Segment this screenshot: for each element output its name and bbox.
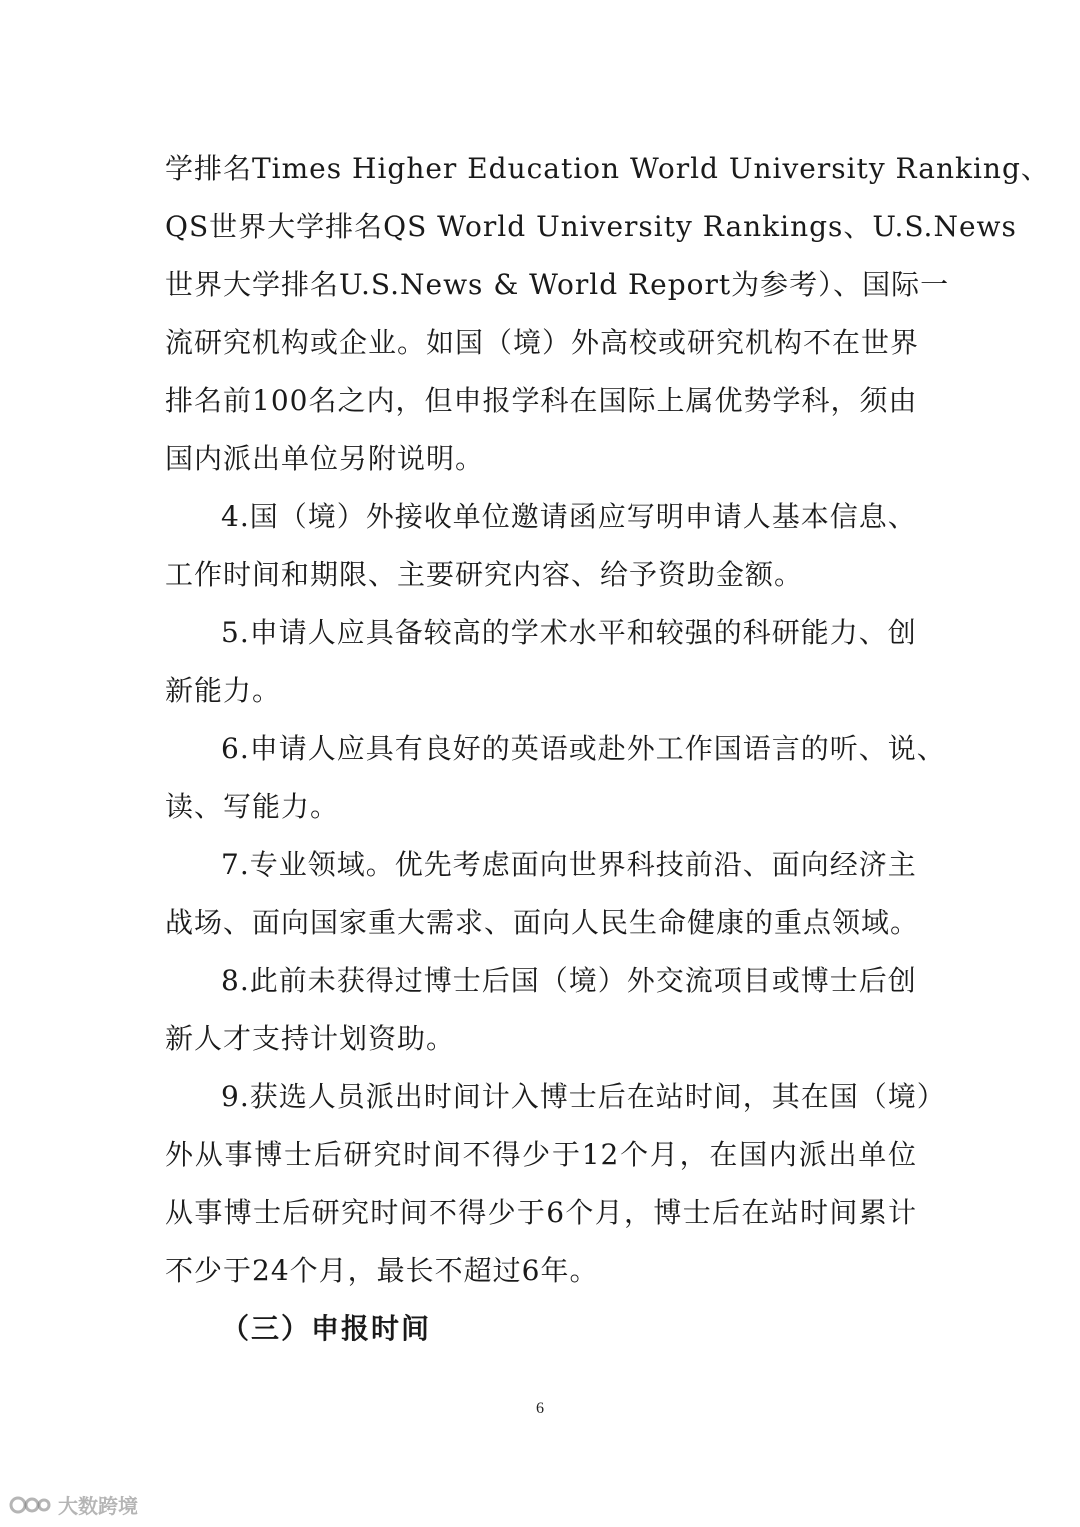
text-line: 排名前100名之内，但申报学科在国际上属优势学科，须由 — [165, 384, 918, 417]
text-line: 不少于24个月，最长不超过6年。 — [165, 1254, 599, 1287]
text-line: 战场、面向国家重大需求、面向人民生命健康的重点领域。 — [165, 906, 920, 939]
text-line: QS世界大学排名QS World University Rankings、U.S.News — [165, 210, 1017, 243]
text-line: 国内派出单位另附说明。 — [165, 442, 485, 475]
paragraph-item-5: 5.申请人应具备较高的学术水平和较强的科研能力、创 — [221, 616, 917, 649]
text-line: 外从事博士后研究时间不得少于12个月，在国内派出单位 — [165, 1138, 917, 1171]
section-heading: （三）申报时间 — [221, 1312, 432, 1345]
paragraph-item-8: 8.此前未获得过博士后国（境）外交流项目或博士后创 — [221, 964, 917, 997]
brand-logo-icon — [8, 1494, 52, 1516]
paragraph-item-7: 7.专业领域。优先考虑面向世界科技前沿、面向经济主 — [221, 848, 917, 881]
paragraph-item-6: 6.申请人应具有良好的英语或赴外工作国语言的听、说、 — [221, 732, 946, 765]
text-line: 读、写能力。 — [165, 790, 340, 823]
text-line: 世界大学排名U.S.News & World Report为参考）、国际一 — [165, 268, 950, 301]
text-line: 新人才支持计划资助。 — [165, 1022, 456, 1055]
paragraph-item-9: 9.获选人员派出时间计入博士后在站时间，其在国（境） — [221, 1080, 946, 1113]
text-line: 流研究机构或企业。如国（境）外高校或研究机构不在世界 — [165, 326, 920, 359]
paragraph-item-4: 4.国（境）外接收单位邀请函应写明申请人基本信息、 — [221, 500, 917, 533]
body-text — [165, 140, 1050, 1358]
text-line: 学排名Times Higher Education World University Ranking、 — [165, 152, 1050, 185]
text-line: 新能力。 — [165, 674, 282, 707]
text-line: 工作时间和期限、主要研究内容、给予资助金额。 — [165, 558, 804, 591]
text-line: 从事博士后研究时间不得少于6个月，博士后在站时间累计 — [165, 1196, 917, 1229]
watermark-text: 大数跨境 — [58, 1494, 138, 1518]
page-number: 6 — [536, 1400, 544, 1417]
watermark — [8, 1490, 138, 1519]
